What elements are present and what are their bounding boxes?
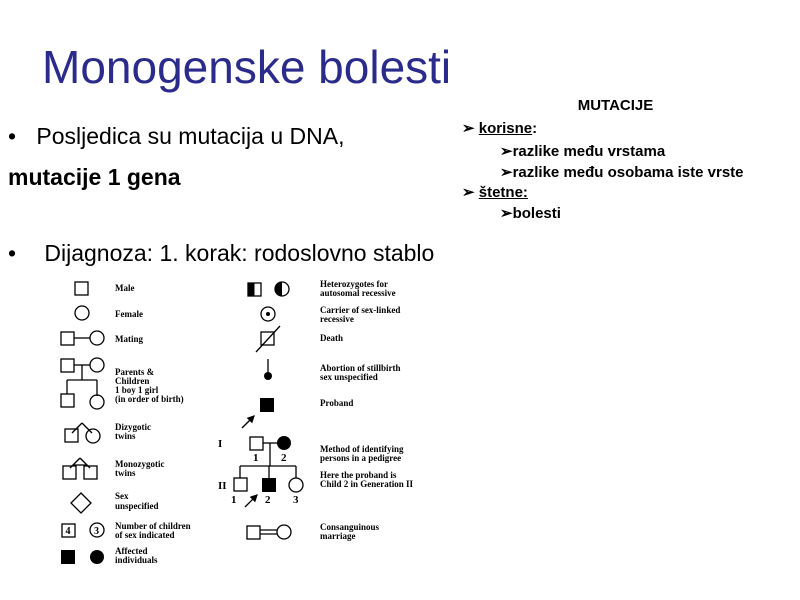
bullet-dot: • xyxy=(8,240,17,266)
proband-square-icon xyxy=(260,398,274,412)
legend-dizygotic-text: Dizygotic xyxy=(115,422,151,432)
bullet-dot: • xyxy=(8,123,17,149)
monozygotic-twins-symbol xyxy=(63,458,97,479)
bullet-mutations-continued: mutacije 1 gena xyxy=(8,164,181,190)
generation-label: I xyxy=(218,438,223,450)
legend-sex-text: unspecified xyxy=(115,501,159,511)
legend-parents-text: Parents & xyxy=(115,367,155,377)
bullet-text: Posljedica su mutacija u DNA, xyxy=(36,123,345,149)
legend-abortion-text: sex unspecified xyxy=(320,372,378,382)
legend-number-text: of sex indicated xyxy=(115,530,175,540)
member-number: 3 xyxy=(293,494,299,506)
legend-dizygotic-text: twins xyxy=(115,431,136,441)
parents-children-symbol xyxy=(61,358,104,409)
slide-title: Monogenske bolesti xyxy=(42,41,452,93)
legend-female-text: Female xyxy=(115,309,143,319)
legend-carrier-text: recessive xyxy=(320,314,354,324)
affected-male-icon xyxy=(262,478,276,492)
legend-carrier-text: Carrier of sex-linked xyxy=(320,305,401,315)
diamond-icon xyxy=(71,493,91,513)
heterozygote-fill xyxy=(248,283,255,296)
legend-hetero-text: Heterozygotes for xyxy=(320,279,389,289)
arrow-bullet-icon: ➢ xyxy=(462,120,475,137)
arrow-bullet-icon: ➢ xyxy=(500,164,513,181)
legend-mating-text: Mating xyxy=(115,334,143,344)
legend-male-text: Male xyxy=(115,283,135,293)
dizygotic-twins-symbol xyxy=(65,423,100,443)
mutation-type-label: korisne xyxy=(478,120,533,137)
affected-circle-icon xyxy=(90,550,104,564)
legend-here-text: Here the proband is xyxy=(320,470,397,480)
proband-arrow-icon xyxy=(242,416,254,428)
female-circle-icon xyxy=(75,306,89,320)
mating-symbol xyxy=(61,331,104,345)
mutation-type-label: štetne: xyxy=(478,184,528,201)
affected-female-icon xyxy=(277,436,291,450)
male-square-icon xyxy=(75,282,88,295)
bullet-text: Dijagnoza: 1. korak: rodoslovno stablo xyxy=(44,240,435,266)
legend-method-text: Method of identifying xyxy=(320,444,404,454)
legend-abortion-text: Abortion of stillbirth xyxy=(320,363,401,373)
legend-parents-text: Children xyxy=(115,376,150,386)
legend-consang-text: marriage xyxy=(320,531,356,541)
arrow-bullet-icon: ➢ xyxy=(462,184,475,201)
mutation-subitem-text: bolesti xyxy=(512,205,561,222)
legend-number-text: Number of children xyxy=(115,521,191,531)
legend-monozygotic-text: Monozygotic xyxy=(115,459,165,469)
mutation-subitem-text: razlike među vrstama xyxy=(512,143,666,160)
arrow-bullet-icon: ➢ xyxy=(500,205,513,222)
legend-parents-text: 1 boy 1 girl xyxy=(115,385,159,395)
number-in-circle: 3 xyxy=(94,526,99,537)
legend-here-text: Child 2 in Generation II xyxy=(320,479,414,489)
legend-consang-text: Consanguinous xyxy=(320,522,380,532)
member-number: 2 xyxy=(281,452,287,464)
legend-parents-text: (in order of birth) xyxy=(115,394,184,404)
legend-hetero-text: autosomal recessive xyxy=(320,288,396,298)
legend-affected-text: individuals xyxy=(115,555,158,565)
number-in-square: 4 xyxy=(65,526,71,537)
mutation-type-suffix: : xyxy=(532,120,538,137)
consanguinous-marriage-symbol xyxy=(247,525,291,539)
legend-method-text: persons in a pedigree xyxy=(320,453,402,463)
abortion-dot xyxy=(264,372,272,380)
legend-affected-text: Affected xyxy=(115,546,148,556)
arrow-bullet-icon: ➢ xyxy=(500,143,513,160)
mutation-subitem-text: razlike među osobama iste vrste xyxy=(512,164,744,181)
mutations-heading: MUTACIJE xyxy=(577,97,654,114)
heterozygote-fill xyxy=(275,282,282,296)
member-number: 1 xyxy=(231,494,237,506)
legend-monozygotic-text: twins xyxy=(115,468,136,478)
affected-square-icon xyxy=(61,550,75,564)
legend-death-text: Death xyxy=(320,333,343,343)
legend-proband-text: Proband xyxy=(320,398,354,408)
death-symbol xyxy=(256,326,280,352)
legend-sex-text: Sex xyxy=(115,491,129,501)
member-number: 1 xyxy=(253,452,259,464)
carrier-dot xyxy=(266,312,270,316)
member-number: 2 xyxy=(265,494,271,506)
generation-label: II xyxy=(218,480,227,492)
